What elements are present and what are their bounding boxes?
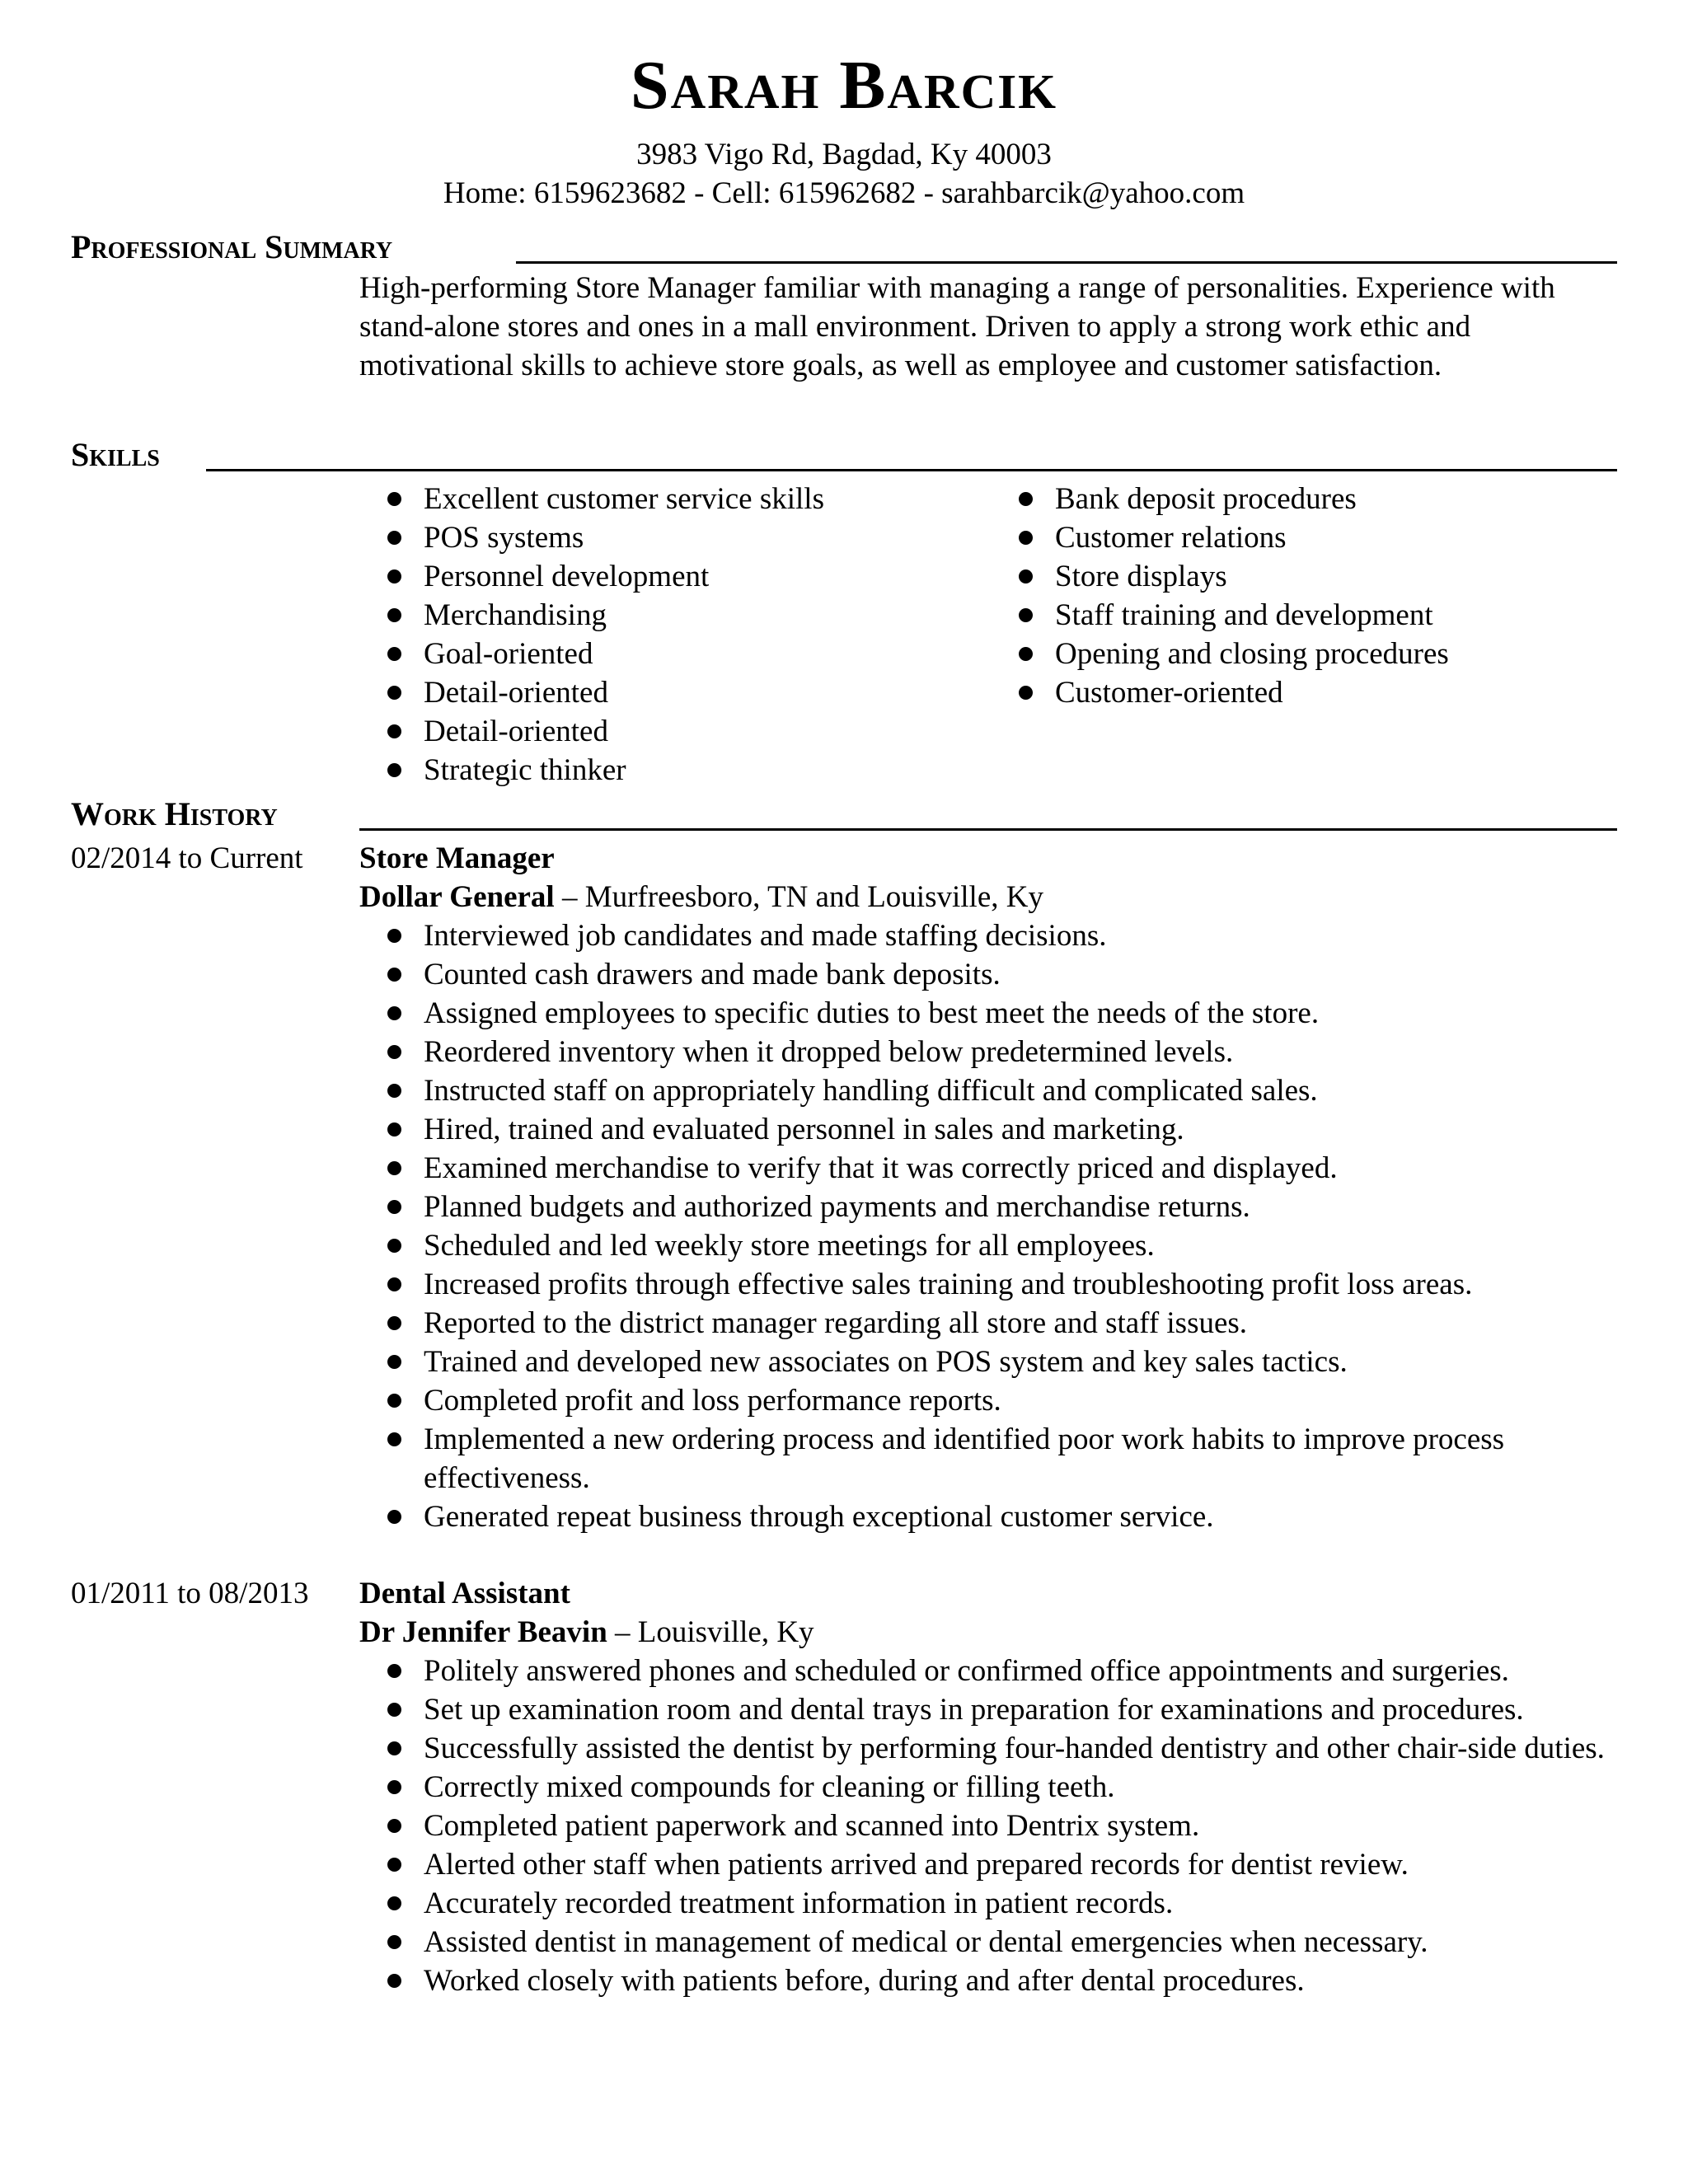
job-duty-item: Worked closely with patients before, during and after dental procedures. bbox=[359, 1961, 1629, 2000]
job-dates: 02/2014 to Current bbox=[71, 841, 303, 875]
work-section-title: Work History bbox=[71, 795, 278, 832]
job-duty-item: Politely answered phones and scheduled or confirmed office appointments and surgeries. bbox=[359, 1652, 1629, 1690]
job-duty-item: Completed patient paperwork and scanned into Dentrix system. bbox=[359, 1807, 1629, 1845]
job-duty-item: Reported to the district manager regarding all store and staff issues. bbox=[359, 1304, 1629, 1343]
job-duty-item: Set up examination room and dental trays in preparation for examinations and procedures. bbox=[359, 1690, 1629, 1729]
job-employer-line bbox=[359, 1613, 1629, 1652]
skills-list-right bbox=[991, 480, 1634, 712]
job-duty-item: Examined merchandise to verify that it was correctly priced and displayed. bbox=[359, 1149, 1629, 1188]
job-employer-line bbox=[359, 878, 1629, 916]
job-duty-item: Generated repeat business through exceptional customer service. bbox=[359, 1497, 1629, 1536]
job-duty-item: Completed profit and loss performance reports. bbox=[359, 1381, 1629, 1420]
job-duty-item: Counted cash drawers and made bank deposits. bbox=[359, 955, 1629, 994]
skills-section-rule bbox=[206, 469, 1617, 471]
skill-item: Customer-oriented bbox=[991, 673, 1634, 712]
skill-item: Customer relations bbox=[991, 518, 1634, 557]
job-duty-item: Assigned employees to specific duties to best meet the needs of the store. bbox=[359, 994, 1629, 1033]
employer-name: Dr Jennifer Beavin bbox=[359, 1615, 607, 1649]
contact-line: Home: 6159623682 - Cell: 615962682 - sarahbarcik@yahoo.com bbox=[443, 176, 1245, 210]
skill-item: Opening and closing procedures bbox=[991, 635, 1634, 673]
job-duty-item: Increased profits through effective sales training and troubleshooting profit loss areas. bbox=[359, 1265, 1629, 1304]
job-title: Store Manager bbox=[359, 841, 555, 875]
job-duty-item: Trained and developed new associates on POS system and key sales tactics. bbox=[359, 1343, 1629, 1381]
job-body bbox=[359, 839, 1629, 1536]
job-duty-item: Accurately recorded treatment information in patient records. bbox=[359, 1884, 1629, 1923]
skills-section-title: Skills bbox=[71, 436, 160, 473]
job-duties-list bbox=[359, 916, 1629, 1536]
skill-item: Store displays bbox=[991, 557, 1634, 596]
skill-item: Goal-oriented bbox=[359, 635, 991, 673]
skill-item: Excellent customer service skills bbox=[359, 480, 991, 518]
employer-location: – Murfreesboro, TN and Louisville, Ky bbox=[561, 880, 1043, 914]
summary-text: High-performing Store Manager familiar with managing a range of personalities. Experience with stand-alone stores and ones in a mall environment. Driven to apply a strong work ethic and motivational skills to achieve store goals, as well as employee and customer satisfaction. bbox=[359, 271, 1555, 382]
skill-item: Personnel development bbox=[359, 557, 991, 596]
employer-name: Dollar General bbox=[359, 880, 555, 914]
job-duty-item: Scheduled and led weekly store meetings for all employees. bbox=[359, 1226, 1629, 1265]
job-duty-item: Instructed staff on appropriately handling difficult and complicated sales. bbox=[359, 1071, 1629, 1110]
skills-list-left bbox=[359, 480, 991, 790]
job-duty-item: Successfully assisted the dentist by performing four-handed dentistry and other chair-side duties. bbox=[359, 1729, 1629, 1768]
job-duty-item: Correctly mixed compounds for cleaning or filling teeth. bbox=[359, 1768, 1629, 1807]
job-duty-item: Reordered inventory when it dropped below predetermined levels. bbox=[359, 1033, 1629, 1071]
skill-item: Merchandising bbox=[359, 596, 991, 635]
employer-location: – Louisville, Ky bbox=[615, 1615, 814, 1649]
candidate-name: Sarah Barcik bbox=[630, 47, 1058, 124]
skills-section-header bbox=[71, 432, 1617, 471]
work-section-header bbox=[71, 791, 1617, 831]
job-duty-item: Assisted dentist in management of medical or dental emergencies when necessary. bbox=[359, 1923, 1629, 1961]
job-body bbox=[359, 1574, 1629, 2000]
job-duties-list bbox=[359, 1652, 1629, 2000]
skill-item: Staff training and development bbox=[991, 596, 1634, 635]
job-dates: 01/2011 to 08/2013 bbox=[71, 1577, 309, 1610]
skill-item: Detail-oriented bbox=[359, 712, 991, 751]
job-duty-item: Alerted other staff when patients arrived and prepared records for dentist review. bbox=[359, 1845, 1629, 1884]
summary-section-rule bbox=[516, 261, 1617, 264]
job-duty-item: Interviewed job candidates and made staffing decisions. bbox=[359, 916, 1629, 955]
job-title: Dental Assistant bbox=[359, 1577, 570, 1610]
skill-item: Detail-oriented bbox=[359, 673, 991, 712]
skill-item: Bank deposit procedures bbox=[991, 480, 1634, 518]
job-duty-item: Planned budgets and authorized payments and merchandise returns. bbox=[359, 1188, 1629, 1226]
work-section-rule bbox=[359, 828, 1617, 831]
address-line: 3983 Vigo Rd, Bagdad, Ky 40003 bbox=[636, 138, 1052, 171]
summary-section-title: Professional Summary bbox=[71, 228, 393, 265]
skill-item: Strategic thinker bbox=[359, 751, 991, 790]
skill-item: POS systems bbox=[359, 518, 991, 557]
job-duty-item: Implemented a new ordering process and identified poor work habits to improve process effectiveness. bbox=[359, 1420, 1629, 1497]
job-duty-item: Hired, trained and evaluated personnel in sales and marketing. bbox=[359, 1110, 1629, 1149]
summary-section-header bbox=[71, 224, 1617, 264]
